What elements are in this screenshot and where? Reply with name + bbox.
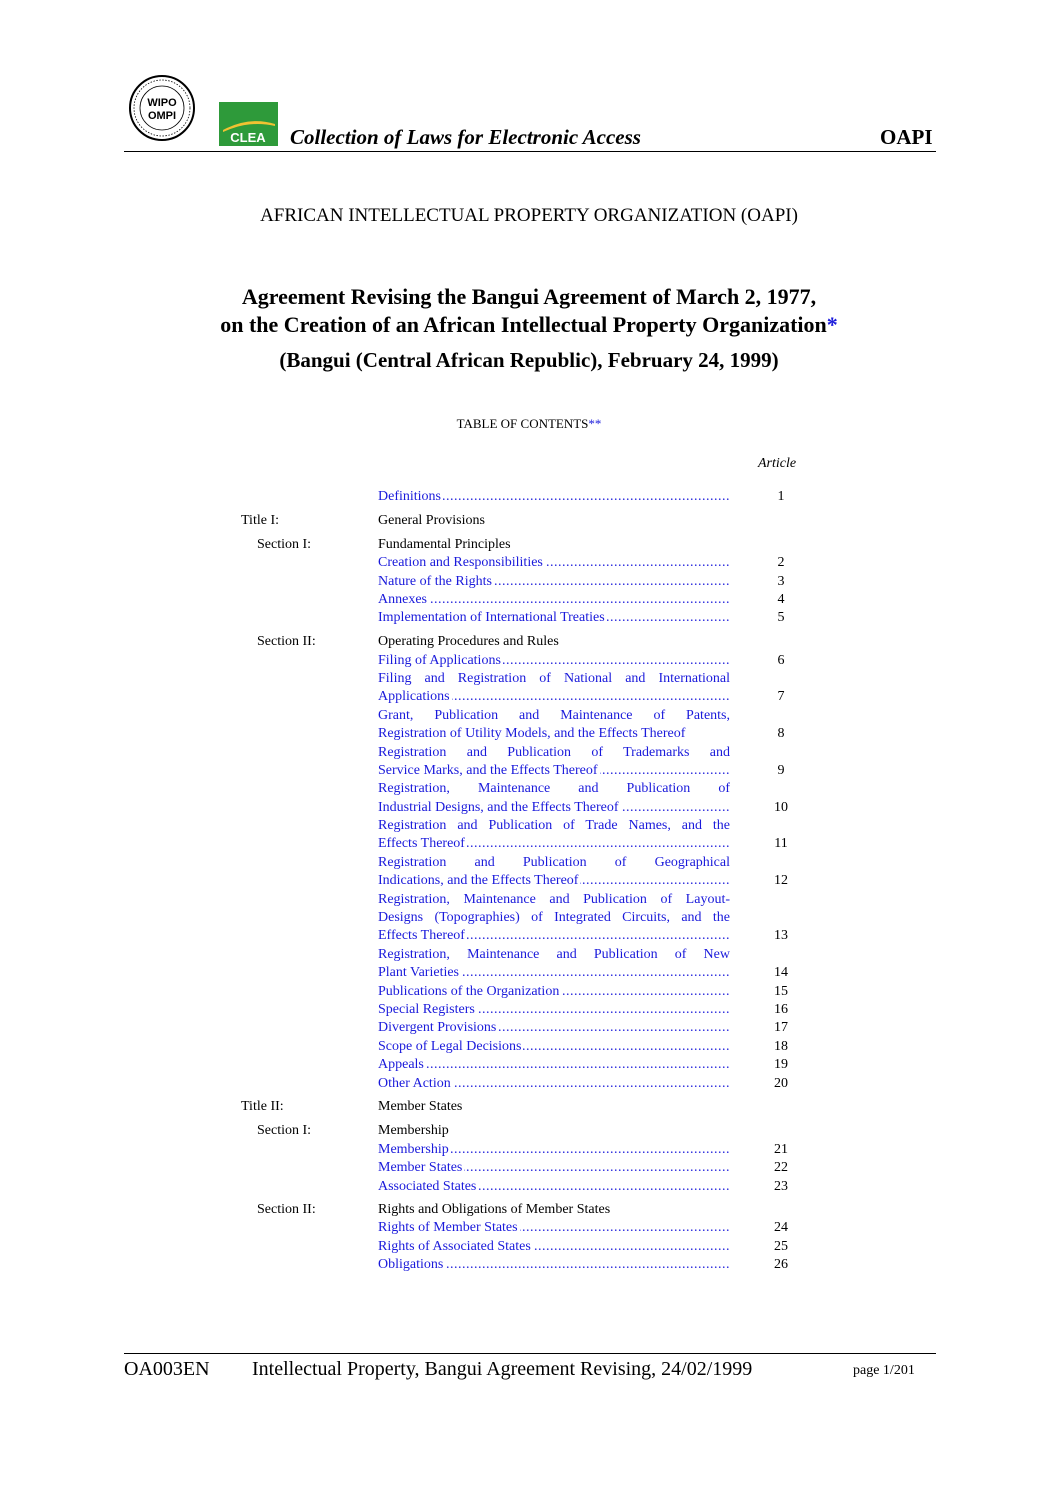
toc-article-number: 8	[777, 726, 785, 741]
title-1-label: Title I:	[241, 513, 279, 528]
toc-article-number: 19	[774, 1057, 788, 1072]
clea-logo	[219, 102, 278, 146]
toc-article-number: 26	[774, 1257, 788, 1272]
toc-article-number: 7	[777, 689, 785, 704]
toc-entry-geographical-indications[interactable]: Registration and Publication of Geographical	[378, 855, 730, 870]
document-code: OA003EN	[124, 1358, 210, 1380]
toc-entry-industrial-designs[interactable]: Registration, Maintenance and Publication of	[378, 781, 730, 796]
title-2-label: Title II:	[241, 1099, 284, 1114]
toc-article-number: 21	[774, 1142, 788, 1157]
title-1-section-1-label: Section I:	[257, 537, 312, 552]
toc-entry-member-states[interactable]: Member States .....	[378, 1159, 730, 1177]
toc-entry-definitions[interactable]: Definitions .....	[378, 488, 730, 506]
toc-entry-trade-names-cont[interactable]: Effects Thereof .....	[378, 835, 730, 853]
organization-title: AFRICAN INTELLECTUAL PROPERTY ORGANIZATION (OAPI)	[260, 205, 798, 226]
title-2-section-2-label: Section II:	[257, 1202, 316, 1217]
article-column-heading: Article	[758, 456, 797, 471]
toc-entry-layout-designs-cont[interactable]: Designs (Topographies) of Integrated Circuits, and the	[378, 910, 730, 925]
toc-entry-membership[interactable]: Membership .....	[378, 1141, 730, 1159]
toc-entry-trademarks[interactable]: Registration and Publication of Trademarks and	[378, 745, 730, 760]
toc-entry-industrial-designs-cont[interactable]: Industrial Designs, and the Effects Thereof .....	[378, 799, 730, 817]
toc-article-number: 2	[777, 555, 785, 570]
toc-article-number: 14	[774, 965, 788, 980]
toc-article-number: 9	[777, 763, 785, 778]
toc-entry-filing-registration-cont[interactable]: Applications .....	[378, 688, 730, 706]
header-divider	[124, 151, 936, 152]
toc-title	[0, 416, 1058, 432]
toc-article-number: 5	[777, 610, 785, 625]
toc-entry-patents-cont[interactable]: Registration of Utility Models, and the Effects Thereof	[378, 726, 686, 741]
toc-entry-international-treaties[interactable]: Implementation of International Treaties .....	[378, 609, 730, 627]
toc-article-number: 10	[774, 800, 788, 815]
footnote-link[interactable]: *	[826, 312, 838, 337]
agreement-title-line-2	[0, 312, 1058, 338]
toc-footnote-link[interactable]: **	[588, 416, 602, 431]
toc-entry-nature-of-rights[interactable]: Nature of the Rights .....	[378, 573, 730, 591]
toc-article-number: 25	[774, 1239, 788, 1254]
heading-general-provisions: General Provisions	[378, 513, 485, 528]
toc-entry-associated-states[interactable]: Associated States .....	[378, 1178, 730, 1196]
toc-title-text: TABLE OF CONTENTS	[456, 416, 589, 431]
toc-article-number: 23	[774, 1179, 788, 1194]
toc-article-number: 22	[774, 1160, 788, 1175]
toc-article-number: 4	[777, 592, 785, 607]
toc-entry-layout-designs-cont-2[interactable]: Effects Thereof .....	[378, 927, 730, 945]
document-description: Intellectual Property, Bangui Agreement Revising, 24/02/1999	[252, 1358, 753, 1380]
toc-entry-plant-varieties-cont[interactable]: Plant Varieties .....	[378, 964, 730, 982]
title-1-section-2-label: Section II:	[257, 634, 316, 649]
toc-entry-obligations[interactable]: Obligations .....	[378, 1256, 730, 1274]
agreement-title-line-1: Agreement Revising the Bangui Agreement of March 2, 1977,	[241, 284, 817, 309]
toc-entry-geographical-indications-cont[interactable]: Indications, and the Effects Thereof .....	[378, 872, 730, 890]
toc-entry-trade-names[interactable]: Registration and Publication of Trade Names, and the	[378, 818, 730, 833]
toc-article-number: 3	[777, 574, 785, 589]
toc-entry-annexes[interactable]: Annexes .....	[378, 591, 730, 609]
heading-operating-procedures: Operating Procedures and Rules	[378, 634, 559, 649]
toc-entry-filing-applications[interactable]: Filing of Applications .....	[378, 652, 730, 670]
toc-article-number: 17	[774, 1020, 788, 1035]
title-2-section-1-label: Section I:	[257, 1123, 312, 1138]
page-number: page 1/201	[853, 1363, 915, 1378]
toc-article-number: 15	[774, 984, 788, 999]
toc-article-number: 18	[774, 1039, 788, 1054]
toc-article-number: 24	[774, 1220, 788, 1235]
toc-entry-rights-associated-states[interactable]: Rights of Associated States .....	[378, 1238, 730, 1256]
toc-entry-publications[interactable]: Publications of the Organization .....	[378, 983, 730, 1001]
toc-entry-plant-varieties[interactable]: Registration, Maintenance and Publication of New	[378, 947, 730, 962]
toc-entry-other-action[interactable]: Other Action .....	[378, 1075, 730, 1093]
svg-text:OMPI: OMPI	[147, 110, 177, 122]
agreement-place-date: (Bangui (Central African Republic), February 24, 1999)	[279, 348, 779, 372]
toc-article-number: 6	[777, 653, 785, 668]
toc-entry-creation-responsibilities[interactable]: Creation and Responsibilities .....	[378, 554, 730, 572]
footer-divider	[124, 1353, 936, 1354]
toc-entry-rights-member-states[interactable]: Rights of Member States .....	[378, 1219, 730, 1237]
collection-title: Collection of Laws for Electronic Access	[290, 125, 641, 149]
toc-entry-layout-designs[interactable]: Registration, Maintenance and Publication of Layout-	[378, 892, 730, 907]
heading-membership: Membership	[378, 1123, 449, 1138]
wipo-ompi-logo	[127, 70, 197, 154]
toc-entry-legal-decisions[interactable]: Scope of Legal Decisions .....	[378, 1038, 730, 1056]
svg-text:WIPO: WIPO	[147, 97, 177, 109]
agreement-title-line-2-text: on the Creation of an African Intellectual Property Organization	[220, 312, 827, 337]
toc-entry-special-registers[interactable]: Special Registers .....	[378, 1001, 730, 1019]
toc-entry-divergent-provisions[interactable]: Divergent Provisions .....	[378, 1019, 730, 1037]
svg-text:CLEA: CLEA	[230, 130, 266, 145]
heading-member-states: Member States	[378, 1099, 463, 1114]
collection-code: OAPI	[880, 125, 933, 149]
toc-entry-filing-registration[interactable]: Filing and Registration of National and International	[378, 671, 730, 686]
toc-entry-appeals[interactable]: Appeals .....	[378, 1056, 730, 1074]
heading-rights-obligations: Rights and Obligations of Member States	[378, 1202, 611, 1217]
heading-fundamental-principles: Fundamental Principles	[378, 537, 511, 552]
toc-article-number: 16	[774, 1002, 788, 1017]
toc-article-number: 20	[774, 1076, 788, 1091]
toc-article-number: 1	[777, 489, 785, 504]
toc-entry-patents[interactable]: Grant, Publication and Maintenance of Patents,	[378, 708, 730, 723]
toc-article-number: 11	[774, 836, 788, 851]
toc-article-number: 13	[774, 928, 788, 943]
toc-entry-trademarks-cont[interactable]: Service Marks, and the Effects Thereof .....	[378, 762, 730, 780]
toc-article-number: 12	[774, 873, 788, 888]
